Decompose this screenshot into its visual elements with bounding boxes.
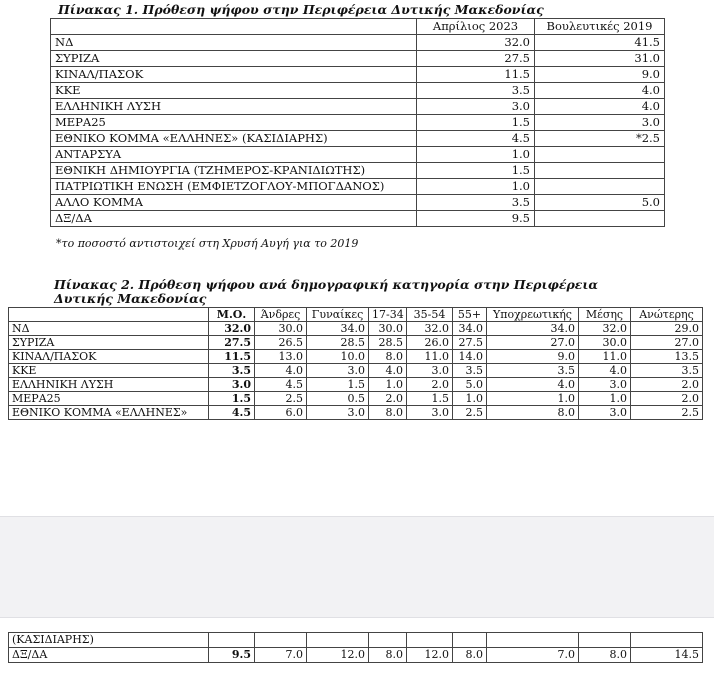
table-row [51, 211, 665, 227]
value-cell: 27.0 [631, 336, 703, 350]
value-cell: 13.5 [631, 350, 703, 364]
page-break [0, 516, 714, 618]
value-cell: 32.0 [209, 322, 255, 336]
value-cell: 4.0 [579, 364, 631, 378]
value-cell: 1.0 [417, 147, 535, 163]
value-cell: 31.0 [535, 51, 665, 67]
value-cell: 4.5 [417, 131, 535, 147]
value-cell: 3.5 [631, 364, 703, 378]
value-cell: 2.0 [407, 378, 453, 392]
value-cell: 11.5 [417, 67, 535, 83]
value-cell [307, 633, 369, 648]
value-cell: Μέσης [579, 308, 631, 322]
value-cell [535, 211, 665, 227]
party-name-cell: ΣΥΡΙΖΑ [9, 336, 209, 350]
value-cell: Μ.Ο. [209, 308, 255, 322]
value-cell: 30.0 [369, 322, 407, 336]
value-cell: 4.0 [487, 378, 579, 392]
value-cell: 12.0 [407, 648, 453, 663]
value-cell: 1.5 [417, 163, 535, 179]
value-cell [209, 633, 255, 648]
value-cell [535, 163, 665, 179]
value-cell: 1.5 [417, 115, 535, 131]
value-cell: 8.0 [369, 350, 407, 364]
value-cell: 41.5 [535, 35, 665, 51]
value-cell: 12.0 [307, 648, 369, 663]
value-cell: 3.0 [417, 99, 535, 115]
value-cell: 3.0 [579, 378, 631, 392]
value-cell: Άνδρες [255, 308, 307, 322]
value-cell: 11.0 [579, 350, 631, 364]
value-cell: 3.5 [417, 195, 535, 211]
value-cell: Απρίλιος 2023 [417, 19, 535, 35]
party-name-cell: ΕΛΛΗΝΙΚΗ ΛΥΣΗ [9, 378, 209, 392]
header-cell [51, 19, 417, 35]
value-cell: 35-54 [407, 308, 453, 322]
party-name-cell: ΠΑΤΡΙΩΤΙΚΗ ΕΝΩΣΗ (ΕΜΦΙΕΤΖΟΓΛΟΥ-ΜΠΟΓΔΑΝΟΣ) [51, 179, 417, 195]
value-cell: 3.0 [209, 378, 255, 392]
value-cell: Υποχρεωτικής [487, 308, 579, 322]
table-row [51, 83, 665, 99]
value-cell: 13.0 [255, 350, 307, 364]
table-row [51, 51, 665, 67]
value-cell: 8.0 [369, 648, 407, 663]
value-cell: 1.5 [307, 378, 369, 392]
value-cell: 2.5 [255, 392, 307, 406]
value-cell: Ανώτερης [631, 308, 703, 322]
value-cell: 3.0 [535, 115, 665, 131]
value-cell: 9.5 [417, 211, 535, 227]
value-cell: 4.0 [535, 99, 665, 115]
demographic-vote-table [8, 307, 703, 420]
value-cell: 14.0 [453, 350, 487, 364]
value-cell: 27.0 [487, 336, 579, 350]
value-cell: 28.5 [307, 336, 369, 350]
value-cell: 3.5 [453, 364, 487, 378]
value-cell: 4.0 [369, 364, 407, 378]
table-row [9, 406, 703, 420]
value-cell: 9.0 [487, 350, 579, 364]
party-name-cell: ΣΥΡΙΖΑ [51, 51, 417, 67]
value-cell: 11.0 [407, 350, 453, 364]
table-row [9, 364, 703, 378]
demographic-vote-table-continued [8, 632, 703, 663]
party-name-cell: ΝΔ [51, 35, 417, 51]
value-cell: 4.5 [209, 406, 255, 420]
value-cell: 10.0 [307, 350, 369, 364]
table-row [51, 99, 665, 115]
value-cell [535, 147, 665, 163]
table-row [51, 179, 665, 195]
table-row [9, 322, 703, 336]
value-cell: 5.0 [453, 378, 487, 392]
value-cell [255, 633, 307, 648]
value-cell: 28.5 [369, 336, 407, 350]
value-cell: 11.5 [209, 350, 255, 364]
party-name-cell: ΕΘΝΙΚΗ ΔΗΜΙΟΥΡΓΙΑ (ΤΖΗΜΕΡΟΣ-ΚΡΑΝΙΔΙΩΤΗΣ) [51, 163, 417, 179]
table-row [9, 378, 703, 392]
value-cell: 3.0 [579, 406, 631, 420]
value-cell: 0.5 [307, 392, 369, 406]
value-cell [631, 633, 703, 648]
value-cell [487, 633, 579, 648]
value-cell: 1.5 [407, 392, 453, 406]
party-name-cell: ΚΚΕ [51, 83, 417, 99]
value-cell: 2.0 [631, 392, 703, 406]
value-cell: 34.0 [453, 322, 487, 336]
party-name-cell: ΜΕΡΑ25 [51, 115, 417, 131]
value-cell: 1.0 [487, 392, 579, 406]
table-row [51, 163, 665, 179]
table-row [9, 336, 703, 350]
value-cell: 4.0 [255, 364, 307, 378]
table-row [51, 67, 665, 83]
value-cell: 3.0 [407, 406, 453, 420]
party-name-cell: ΚΚΕ [9, 364, 209, 378]
value-cell: 4.0 [535, 83, 665, 99]
table1-footnote: *το ποσοστό αντιστοιχεί στη Χρυσή Αυγή για το 2019 [56, 237, 359, 250]
value-cell: 34.0 [487, 322, 579, 336]
party-name-cell: ΝΔ [9, 322, 209, 336]
value-cell: *2.5 [535, 131, 665, 147]
value-cell: 30.0 [579, 336, 631, 350]
value-cell: 5.0 [535, 195, 665, 211]
value-cell: 17-34 [369, 308, 407, 322]
table2-title: Πίνακας 2. Πρόθεση ψήφου ανά δημογραφική κατηγορία στην Περιφέρεια Δυτικής Μακεδονίας [54, 277, 599, 306]
value-cell: 8.0 [579, 648, 631, 663]
header-cell [9, 308, 209, 322]
value-cell [369, 633, 407, 648]
value-cell: Γυναίκες [307, 308, 369, 322]
header-row [9, 308, 703, 322]
value-cell: 8.0 [487, 406, 579, 420]
table-row [51, 115, 665, 131]
vote-intention-table [50, 18, 665, 227]
value-cell: 32.0 [417, 35, 535, 51]
value-cell: 1.0 [369, 378, 407, 392]
value-cell: 30.0 [255, 322, 307, 336]
value-cell: 1.0 [453, 392, 487, 406]
value-cell: 9.5 [209, 648, 255, 663]
party-name-cell: (ΚΑΣΙΔΙΑΡΗΣ) [9, 633, 209, 648]
party-name-cell: ΕΛΛΗΝΙΚΗ ΛΥΣΗ [51, 99, 417, 115]
value-cell: 9.0 [535, 67, 665, 83]
value-cell: 2.5 [453, 406, 487, 420]
value-cell: 7.0 [487, 648, 579, 663]
value-cell: 1.0 [579, 392, 631, 406]
table-row [9, 350, 703, 364]
value-cell [535, 179, 665, 195]
value-cell: 3.0 [407, 364, 453, 378]
value-cell: 14.5 [631, 648, 703, 663]
value-cell: 27.5 [209, 336, 255, 350]
value-cell [453, 633, 487, 648]
party-name-cell: ΔΞ/ΔΑ [51, 211, 417, 227]
value-cell: 8.0 [369, 406, 407, 420]
table-row [51, 195, 665, 211]
value-cell: 1.5 [209, 392, 255, 406]
party-name-cell: ΕΘΝΙΚΟ ΚΟΜΜΑ «ΕΛΛΗΝΕΣ» [9, 406, 209, 420]
value-cell: 32.0 [579, 322, 631, 336]
value-cell [579, 633, 631, 648]
party-name-cell: ΜΕΡΑ25 [9, 392, 209, 406]
value-cell: 27.5 [417, 51, 535, 67]
value-cell: 3.5 [487, 364, 579, 378]
value-cell: 34.0 [307, 322, 369, 336]
value-cell: 8.0 [453, 648, 487, 663]
value-cell: 26.5 [255, 336, 307, 350]
table-row [51, 131, 665, 147]
value-cell: 2.5 [631, 406, 703, 420]
value-cell: 1.0 [417, 179, 535, 195]
party-name-cell: ΕΘΝΙΚΟ ΚΟΜΜΑ «ΕΛΛΗΝΕΣ» (ΚΑΣΙΔΙΑΡΗΣ) [51, 131, 417, 147]
table-row [9, 633, 703, 648]
value-cell: 3.5 [209, 364, 255, 378]
party-name-cell: ΚΙΝΑΛ/ΠΑΣΟΚ [51, 67, 417, 83]
table1-title: Πίνακας 1. Πρόθεση ψήφου στην Περιφέρεια Δυτικής Μακεδονίας [58, 2, 544, 17]
value-cell: 27.5 [453, 336, 487, 350]
value-cell: 4.5 [255, 378, 307, 392]
value-cell: 26.0 [407, 336, 453, 350]
value-cell: 2.0 [631, 378, 703, 392]
header-row [51, 19, 665, 35]
table-row [9, 392, 703, 406]
value-cell: 7.0 [255, 648, 307, 663]
value-cell: 2.0 [369, 392, 407, 406]
party-name-cell: ΑΝΤΑΡΣΥΑ [51, 147, 417, 163]
value-cell: 3.0 [307, 406, 369, 420]
value-cell: 32.0 [407, 322, 453, 336]
value-cell: 29.0 [631, 322, 703, 336]
value-cell [407, 633, 453, 648]
table-row [51, 147, 665, 163]
value-cell: 3.5 [417, 83, 535, 99]
table-row [9, 648, 703, 663]
value-cell: 55+ [453, 308, 487, 322]
value-cell: Βουλευτικές 2019 [535, 19, 665, 35]
value-cell: 6.0 [255, 406, 307, 420]
value-cell: 3.0 [307, 364, 369, 378]
party-name-cell: ΑΛΛΟ ΚΟΜΜΑ [51, 195, 417, 211]
party-name-cell: ΔΞ/ΔΑ [9, 648, 209, 663]
party-name-cell: ΚΙΝΑΛ/ΠΑΣΟΚ [9, 350, 209, 364]
table-row [51, 35, 665, 51]
